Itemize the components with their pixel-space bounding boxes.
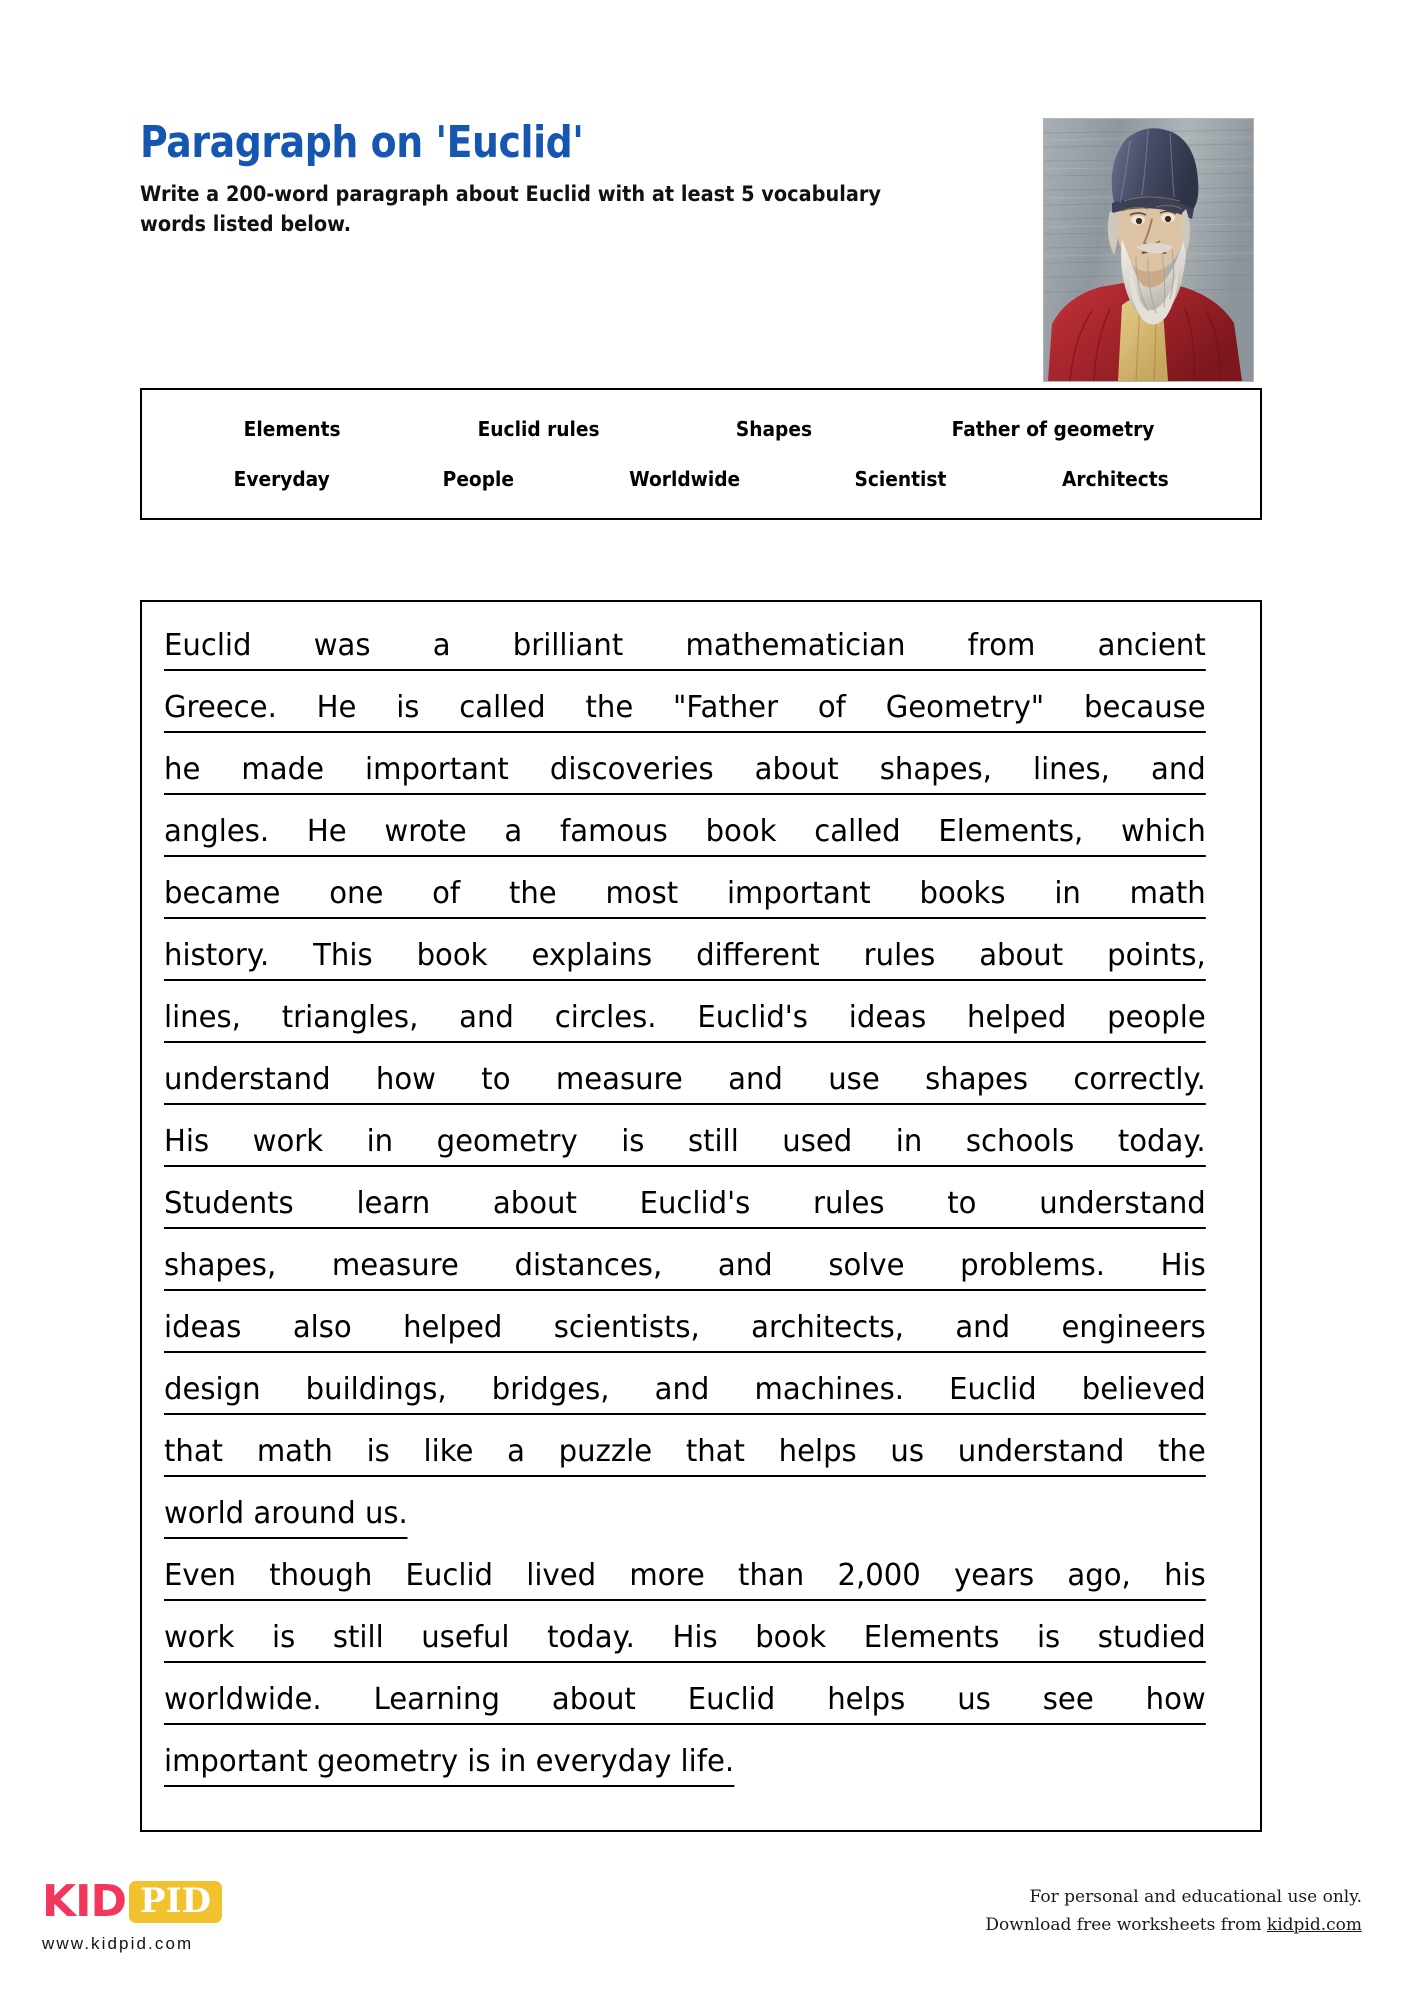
paragraph-line bbox=[164, 1240, 1238, 1302]
paragraph-word: mathematician bbox=[685, 628, 906, 663]
paragraph-word: math bbox=[1129, 876, 1206, 911]
paragraph-word: is bbox=[366, 1434, 390, 1469]
paragraph-word: schools bbox=[965, 1124, 1075, 1159]
paragraph-word: math bbox=[256, 1434, 333, 1469]
paragraph-line bbox=[164, 1612, 1238, 1674]
paragraph-word: This bbox=[313, 938, 373, 973]
paragraph-word: used bbox=[782, 1124, 853, 1159]
paragraph-word: a bbox=[432, 628, 451, 663]
paragraph-word: studied bbox=[1097, 1620, 1206, 1655]
paragraph-line bbox=[164, 1674, 1238, 1736]
paragraph-line-text bbox=[164, 1062, 1206, 1105]
paragraph-line bbox=[164, 620, 1238, 682]
paragraph-word: measure bbox=[331, 1248, 459, 1283]
paragraph-word: Geometry" bbox=[885, 690, 1045, 725]
paragraph-line bbox=[164, 1426, 1238, 1488]
paragraph-word: he bbox=[164, 752, 201, 787]
paragraph-line bbox=[164, 868, 1238, 930]
paragraph-word: called bbox=[459, 690, 546, 725]
paragraph-word: work bbox=[164, 1620, 235, 1655]
paragraph-line bbox=[164, 1364, 1238, 1426]
paragraph-word: wrote bbox=[384, 814, 467, 849]
paragraph-word: and bbox=[728, 1062, 783, 1097]
paragraph-word: and bbox=[654, 1372, 710, 1407]
paragraph-word: helped bbox=[967, 1000, 1067, 1035]
paragraph-word: explains bbox=[531, 938, 653, 973]
paragraph-word: His bbox=[164, 1124, 210, 1159]
paragraph-word: how bbox=[375, 1062, 436, 1097]
paragraph-line-text bbox=[164, 1372, 1206, 1415]
paragraph-word: understand bbox=[957, 1434, 1125, 1469]
paragraph-word: Euclid bbox=[405, 1558, 494, 1593]
paragraph-word: ancient bbox=[1097, 628, 1206, 663]
paragraph-word: puzzle bbox=[558, 1434, 653, 1469]
paragraph-word: He bbox=[316, 690, 357, 725]
paragraph-word: brilliant bbox=[512, 628, 624, 663]
paragraph-word: in bbox=[366, 1124, 394, 1159]
paragraph-word: most bbox=[605, 876, 679, 911]
footer-usage-line: For personal and educational use only. bbox=[1029, 1887, 1362, 1907]
vocabulary-word: Architects bbox=[1061, 467, 1169, 491]
paragraph-word: and bbox=[717, 1248, 773, 1283]
paragraph-word: Euclid bbox=[949, 1372, 1037, 1407]
paragraph-word: Greece. bbox=[164, 690, 277, 725]
paragraph-word: discoveries bbox=[549, 752, 714, 787]
paragraph-word: us bbox=[957, 1682, 991, 1717]
paragraph-word: was bbox=[313, 628, 371, 663]
paragraph-word: correctly. bbox=[1073, 1062, 1206, 1097]
paragraph-word: in bbox=[895, 1124, 923, 1159]
paragraph-word: He bbox=[306, 814, 347, 849]
paragraph-word: triangles, bbox=[281, 1000, 419, 1035]
paragraph-word: about bbox=[979, 938, 1064, 973]
vocabulary-word: Everyday bbox=[233, 467, 330, 491]
paragraph-word: about bbox=[492, 1186, 577, 1221]
paragraph-line-text bbox=[164, 1186, 1206, 1229]
paragraph-word: shapes, bbox=[879, 752, 992, 787]
paragraph-word: because bbox=[1083, 690, 1206, 725]
paragraph-word: people bbox=[1107, 1000, 1206, 1035]
paragraph-word: architects, bbox=[751, 1310, 904, 1345]
paragraph-word: lived bbox=[526, 1558, 597, 1593]
paragraph-word: ago, bbox=[1067, 1558, 1131, 1593]
paragraph-word: of bbox=[817, 690, 846, 725]
paragraph-word: about bbox=[551, 1682, 636, 1717]
paragraph-word: and bbox=[955, 1310, 1011, 1345]
paragraph-line-text bbox=[164, 690, 1206, 733]
paragraph-word: is bbox=[272, 1620, 296, 1655]
kidpid-link[interactable]: kidpid.com bbox=[1266, 1914, 1362, 1935]
paragraph-word: understand bbox=[1039, 1186, 1206, 1221]
paragraph-word: history. bbox=[164, 938, 270, 973]
paragraph-word: and bbox=[459, 1000, 514, 1035]
vocabulary-word: Elements bbox=[243, 417, 341, 441]
paragraph-word: see bbox=[1042, 1682, 1094, 1717]
paragraph-line bbox=[164, 806, 1238, 868]
paragraph-word: useful bbox=[421, 1620, 510, 1655]
paragraph-word: book bbox=[755, 1620, 827, 1655]
footer-download-prefix: Download free worksheets from bbox=[985, 1914, 1267, 1935]
footer-note bbox=[985, 1884, 1362, 1939]
paragraph-word: and bbox=[1150, 752, 1206, 787]
paragraph-word: geometry bbox=[436, 1124, 578, 1159]
paragraph-word: Even bbox=[164, 1558, 236, 1593]
vocabulary-word: Father of geometry bbox=[951, 417, 1154, 441]
paragraph-word: engineers bbox=[1061, 1310, 1206, 1345]
paragraph-line-text bbox=[164, 1310, 1206, 1353]
paragraph-line bbox=[164, 1736, 1238, 1798]
paragraph-line-text bbox=[164, 938, 1206, 981]
euclid-portrait bbox=[1043, 118, 1254, 382]
vocabulary-word: Scientist bbox=[854, 467, 947, 491]
paragraph-word: a bbox=[504, 814, 523, 849]
paragraph-word: also bbox=[292, 1310, 352, 1345]
page-title: Paragraph on 'Euclid' bbox=[140, 117, 584, 168]
vocabulary-word: People bbox=[443, 467, 515, 491]
paragraph-word: called bbox=[814, 814, 901, 849]
paragraph-word: famous bbox=[559, 814, 668, 849]
vocabulary-word: Worldwide bbox=[628, 467, 740, 491]
vocabulary-word: Shapes bbox=[735, 417, 813, 441]
paragraph-word: years bbox=[954, 1558, 1035, 1593]
paragraph-line bbox=[164, 992, 1238, 1054]
paragraph-word: important bbox=[726, 876, 871, 911]
paragraph-word: Elements bbox=[863, 1620, 1000, 1655]
paragraph-word: is bbox=[1036, 1620, 1061, 1655]
paragraph-word: book bbox=[705, 814, 777, 849]
paragraph-word: became bbox=[164, 876, 281, 911]
paragraph-word: from bbox=[967, 628, 1036, 663]
paragraph-word: circles. bbox=[554, 1000, 657, 1035]
euclid-portrait-illustration bbox=[1044, 119, 1253, 381]
paragraph-word: helped bbox=[403, 1310, 503, 1345]
paragraph-line-text bbox=[164, 1124, 1206, 1167]
paragraph-line-text: important geometry is in everyday life. bbox=[164, 1747, 734, 1787]
logo-url: www.kidpid.com bbox=[42, 1934, 194, 1953]
paragraph-line bbox=[164, 1116, 1238, 1178]
paragraph-word: rules bbox=[863, 938, 936, 973]
footer-download-line bbox=[985, 1912, 1362, 1940]
paragraph-word: more bbox=[629, 1558, 705, 1593]
paragraph-word: made bbox=[241, 752, 324, 787]
paragraph-word: distances, bbox=[514, 1248, 663, 1283]
paragraph-word: to bbox=[481, 1062, 511, 1097]
paragraph-word: us bbox=[890, 1434, 925, 1469]
paragraph-word: to bbox=[947, 1186, 977, 1221]
logo-wordmark bbox=[42, 1876, 372, 1928]
paragraph-word: Euclid bbox=[164, 628, 252, 663]
paragraph-word: is bbox=[396, 690, 420, 725]
paragraph-word: scientists, bbox=[553, 1310, 700, 1345]
paragraph-line-text bbox=[164, 1000, 1206, 1043]
vocabulary-word: Euclid rules bbox=[477, 417, 600, 441]
paragraph-word: His bbox=[672, 1620, 718, 1655]
paragraph-line-text: world around us. bbox=[164, 1499, 408, 1539]
paragraph-word: one bbox=[329, 876, 384, 911]
paragraph-word: how bbox=[1145, 1682, 1206, 1717]
paragraph-word: "Father bbox=[673, 690, 779, 725]
paragraph-line bbox=[164, 1550, 1238, 1612]
paragraph-word: shapes, bbox=[164, 1248, 277, 1283]
paragraph-word: in bbox=[1054, 876, 1081, 911]
paragraph-line bbox=[164, 1178, 1238, 1240]
paragraph-word: machines. bbox=[754, 1372, 905, 1407]
vocabulary-row-2 bbox=[142, 454, 1260, 504]
paragraph-word: his bbox=[1164, 1558, 1206, 1593]
paragraph-word: worldwide. bbox=[164, 1682, 322, 1717]
paragraph-word: work bbox=[252, 1124, 324, 1159]
paragraph-word: helps bbox=[778, 1434, 857, 1469]
paragraph-word: the bbox=[1158, 1434, 1206, 1469]
paragraph-word: points, bbox=[1107, 938, 1206, 973]
paragraph-line-text bbox=[164, 1248, 1206, 1291]
paragraph-word: ideas bbox=[164, 1310, 242, 1345]
paragraph-word: helps bbox=[827, 1682, 906, 1717]
paragraph-word: still bbox=[687, 1124, 739, 1159]
paragraph-word: rules bbox=[812, 1186, 885, 1221]
paragraph-line-text bbox=[164, 876, 1206, 919]
paragraph-line-text bbox=[164, 1620, 1206, 1663]
paragraph-word: is bbox=[621, 1124, 645, 1159]
paragraph-word: ideas bbox=[848, 1000, 927, 1035]
paragraph-line-text bbox=[164, 814, 1206, 857]
paragraph-word: the bbox=[508, 876, 557, 911]
paragraph-line bbox=[164, 682, 1238, 744]
paragraph-word: shapes bbox=[925, 1062, 1029, 1097]
paragraph-line bbox=[164, 1488, 1238, 1550]
paragraph-word: like bbox=[423, 1434, 474, 1469]
paragraph-word: design bbox=[164, 1372, 261, 1407]
paragraph-word: 2,000 bbox=[837, 1558, 921, 1593]
paragraph-word: which bbox=[1120, 814, 1206, 849]
paragraph-word: His bbox=[1160, 1248, 1206, 1283]
paragraph-word: measure bbox=[555, 1062, 683, 1097]
vocabulary-box bbox=[140, 388, 1262, 520]
paragraph-word: the bbox=[585, 690, 634, 725]
paragraph-word: Elements, bbox=[938, 814, 1084, 849]
paragraph-word: understand bbox=[164, 1062, 331, 1097]
paragraph-line-text bbox=[164, 628, 1206, 671]
paragraph-word: today. bbox=[547, 1620, 635, 1655]
paragraph-word: Euclid bbox=[687, 1682, 776, 1717]
paragraph-line-text bbox=[164, 1682, 1206, 1725]
logo-kid-text: KID bbox=[42, 1876, 126, 1927]
paragraph-word: books bbox=[919, 876, 1006, 911]
paragraph-word: about bbox=[754, 752, 839, 787]
vocabulary-row-1 bbox=[142, 404, 1260, 454]
paragraph-word: angles. bbox=[164, 814, 270, 849]
paragraph-word: buildings, bbox=[305, 1372, 447, 1407]
paragraph-word: solve bbox=[828, 1248, 905, 1283]
paragraph-word: lines, bbox=[164, 1000, 241, 1035]
paragraph-line-text bbox=[164, 752, 1206, 795]
logo-pid-text: PID bbox=[140, 1881, 211, 1921]
paragraph-word: of bbox=[432, 876, 461, 911]
paragraph-word: believed bbox=[1081, 1372, 1206, 1407]
paragraph-word: important bbox=[365, 752, 509, 787]
paragraph-line-text bbox=[164, 1434, 1206, 1477]
paragraph-line bbox=[164, 930, 1238, 992]
paragraph-word: different bbox=[696, 938, 820, 973]
paragraph-word: that bbox=[164, 1434, 224, 1469]
paragraph-word: a bbox=[507, 1434, 525, 1469]
paragraph-line bbox=[164, 744, 1238, 806]
answer-paragraph-box bbox=[140, 600, 1262, 1832]
paragraph-word: that bbox=[685, 1434, 745, 1469]
paragraph-line-text bbox=[164, 1558, 1206, 1601]
paragraph-word: problems. bbox=[960, 1248, 1105, 1283]
paragraph-word: than bbox=[738, 1558, 805, 1593]
logo-pid-badge bbox=[129, 1881, 222, 1923]
paragraph-word: though bbox=[269, 1558, 373, 1593]
paragraph-word: Learning bbox=[373, 1682, 500, 1717]
header bbox=[140, 117, 1040, 240]
page-instructions: Write a 200-word paragraph about Euclid with at least 5 vocabulary words listed below. bbox=[140, 182, 882, 236]
kidpid-logo bbox=[42, 1876, 372, 1954]
paragraph-word: Euclid's bbox=[697, 1000, 808, 1035]
paragraph-word: today. bbox=[1117, 1124, 1206, 1159]
paragraph-word: still bbox=[332, 1620, 384, 1655]
paragraph-line bbox=[164, 1302, 1238, 1364]
paragraph-word: use bbox=[828, 1062, 880, 1097]
paragraph-word: bridges, bbox=[491, 1372, 610, 1407]
paragraph-word: learn bbox=[356, 1186, 431, 1221]
paragraph-word: Euclid's bbox=[639, 1186, 751, 1221]
paragraph-word: lines, bbox=[1032, 752, 1110, 787]
paragraph-word: book bbox=[416, 938, 488, 973]
paragraph-line bbox=[164, 1054, 1238, 1116]
paragraph-word: Students bbox=[164, 1186, 294, 1221]
